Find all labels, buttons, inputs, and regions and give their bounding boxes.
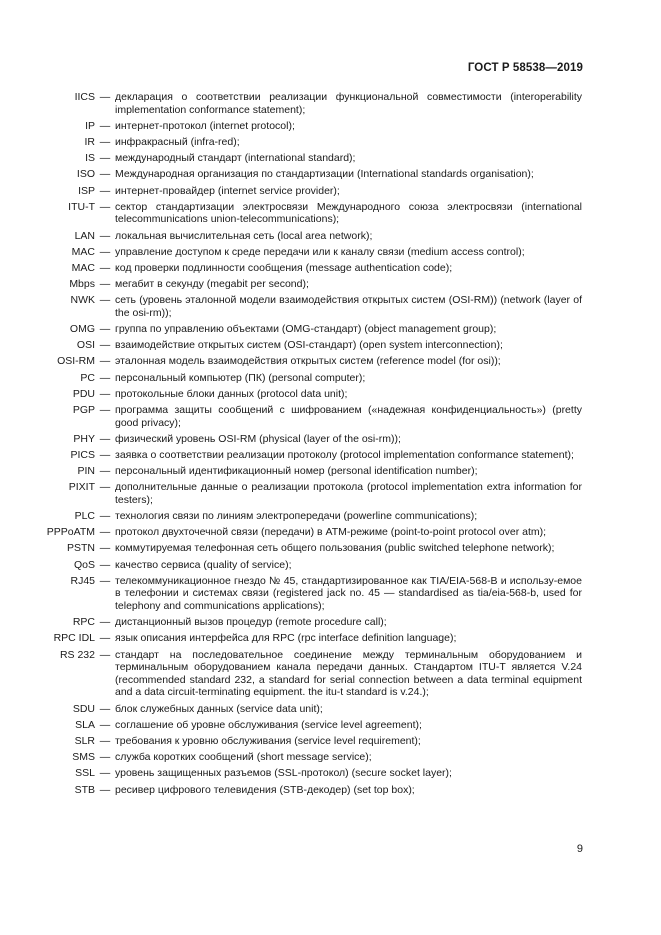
abbreviation-definition: заявка о соответствии реализации протоколу (protocol implementation conformance statement); [115, 448, 574, 461]
abbreviation-entry [0, 404, 661, 429]
abbreviation-entry [0, 649, 661, 699]
em-dash-separator: — [99, 355, 111, 368]
abbreviation-entry [0, 120, 661, 133]
abbreviation-term: PDU [72, 387, 95, 400]
em-dash-separator: — [99, 648, 111, 661]
em-dash-separator: — [99, 245, 111, 258]
abbreviation-definition: Международная организация по стандартизации (International standards organisation); [115, 168, 534, 181]
abbreviation-term: NWK [70, 294, 95, 307]
em-dash-separator: — [99, 616, 111, 629]
abbreviation-term: IS [85, 152, 95, 165]
abbreviation-term: PIN [77, 465, 95, 478]
abbreviation-entry [0, 201, 661, 226]
abbreviation-term: STB [74, 783, 95, 796]
abbreviation-entry [0, 526, 661, 539]
em-dash-separator: — [99, 702, 111, 715]
em-dash-separator: — [99, 465, 111, 478]
abbreviation-term: IICS [74, 91, 95, 103]
abbreviation-term: OSI-RM [57, 355, 95, 368]
em-dash-separator: — [99, 184, 111, 197]
em-dash-separator: — [99, 152, 111, 165]
em-dash-separator: — [99, 91, 111, 103]
abbreviation-entry [0, 542, 661, 555]
abbreviation-definition: качество сервиса (quality of service); [115, 558, 292, 571]
abbreviation-definition: физический уровень OSI-RM (physical (layer of the osi-rm)); [115, 432, 401, 445]
abbreviation-definition: локальная вычислительная сеть (local area network); [115, 229, 373, 242]
abbreviation-definition: дистанционный вызов процедур (remote procedure call); [115, 616, 387, 629]
abbreviation-entry [0, 278, 661, 291]
em-dash-separator: — [99, 734, 111, 747]
abbreviation-term: PLC [74, 510, 95, 523]
em-dash-separator: — [99, 751, 111, 764]
abbreviation-entry [0, 510, 661, 523]
abbreviation-term: LAN [74, 229, 95, 242]
abbreviation-entry [0, 433, 661, 446]
abbreviation-term: Mbps [69, 278, 95, 291]
abbreviation-definition: международный стандарт (international standard); [115, 152, 356, 165]
abbreviation-definition: стандарт на последовательное соединение между терминальным оборудованием и терминальным оборудованием канала передачи данных. Стандартом ITU-T является V.24 (recommended standard 232, a standard for serial connection between a data terminal equipment and a data circuit-terminating equipment. the itu-t standard is v.24.); [115, 648, 582, 699]
abbreviation-entry [0, 355, 661, 368]
abbreviation-term: ITU-T [68, 200, 95, 213]
em-dash-separator: — [99, 200, 111, 213]
em-dash-separator: — [99, 387, 111, 400]
abbreviation-term: PICS [70, 448, 95, 461]
page-number: 9 [576, 843, 583, 855]
em-dash-separator: — [99, 448, 111, 461]
abbreviation-entry [0, 91, 661, 116]
abbreviation-definition: блок служебных данных (service data unit); [115, 702, 323, 715]
abbreviation-term: SMS [72, 751, 95, 764]
abbreviation-term: RPC IDL [53, 632, 95, 645]
abbreviation-definition: персональный идентификационный номер (personal identification number); [115, 465, 478, 478]
abbreviation-definition: сеть (уровень эталонной модели взаимодействия открытых систем (OSI-RM)) (network (layer of the osi-rm)); [115, 294, 582, 319]
abbreviation-term: PSTN [66, 542, 95, 555]
abbreviation-term: IR [84, 135, 95, 148]
abbreviation-entry [0, 262, 661, 275]
em-dash-separator: — [99, 403, 111, 416]
em-dash-separator: — [99, 783, 111, 796]
em-dash-separator: — [99, 371, 111, 384]
abbreviation-term: SLA [75, 718, 95, 731]
em-dash-separator: — [99, 261, 111, 274]
em-dash-separator: — [99, 119, 111, 132]
abbreviation-definition: уровень защищенных разъемов (SSL-протокол) (secure socket layer); [115, 767, 452, 780]
abbreviation-entry [0, 735, 661, 748]
em-dash-separator: — [99, 767, 111, 780]
abbreviation-entry [0, 372, 661, 385]
abbreviation-term: RPC [72, 616, 95, 629]
abbreviation-definition: ресивер цифрового телевидения (STB-декодер) (set top box); [115, 783, 415, 796]
abbreviation-entry [0, 784, 661, 797]
abbreviation-term: PIXIT [68, 481, 95, 494]
abbreviation-definition: язык описания интерфейса для RPC (rpc interface definition language); [115, 632, 457, 645]
abbreviation-term: OMG [69, 323, 95, 336]
abbreviation-entry [0, 575, 661, 613]
abbreviation-term: SDU [72, 702, 95, 715]
em-dash-separator: — [99, 542, 111, 555]
abbreviation-definition: управление доступом к среде передачи или к каналу связи (medium access control); [115, 245, 525, 258]
abbreviation-term: IP [85, 119, 95, 132]
abbreviation-entry [0, 719, 661, 732]
abbreviation-definition: телекоммуникационное гнездо № 45, стандартизированное как TIA/EIA-568-B и использу-емое в телефонии и системах связи (registered jack no. 45 — standardised as tia/eia-568-b, used for telephony and communications applications); [115, 574, 582, 613]
abbreviation-definition: протокольные блоки данных (protocol data unit); [115, 387, 348, 400]
abbreviation-entry [0, 751, 661, 764]
em-dash-separator: — [99, 294, 111, 307]
abbreviation-definition: требования к уровню обслуживания (service level requirement); [115, 734, 421, 747]
abbreviation-term: PHY [73, 432, 95, 445]
abbreviation-entry [0, 323, 661, 336]
em-dash-separator: — [99, 558, 111, 571]
abbreviation-definition: эталонная модель взаимодействия открытых систем (reference model (for osi)); [115, 355, 501, 368]
abbreviation-entry [0, 449, 661, 462]
abbreviation-definition: инфракрасный (infra-red); [115, 135, 240, 148]
abbreviation-term: PGP [72, 403, 95, 416]
abbreviation-definition: протокол двухточечной связи (передачи) в ATM-режиме (point-to-point protocol over atm); [115, 526, 547, 539]
em-dash-separator: — [99, 510, 111, 523]
abbreviation-term: ISO [76, 168, 95, 181]
abbreviation-term: ISP [78, 184, 95, 197]
abbreviation-definition: декларация о соответствии реализации функциональной совместимости (interoperability implementation conformance statement); [115, 91, 582, 116]
abbreviation-definition: интернет-провайдер (internet service provider); [115, 184, 340, 197]
abbreviation-term: SLR [74, 734, 95, 747]
em-dash-separator: — [99, 339, 111, 352]
abbreviation-definition: группа по управлению объектами (OMG-стандарт) (object management group); [115, 323, 497, 336]
abbreviation-term: RS 232 [59, 648, 95, 661]
abbreviation-entry [0, 230, 661, 243]
abbreviation-term: OSI [76, 339, 95, 352]
abbreviation-entry [0, 481, 661, 506]
abbreviation-definition: мегабит в секунду (megabit per second); [115, 278, 309, 291]
em-dash-separator: — [99, 432, 111, 445]
document-header: ГОСТ Р 58538—2019 [467, 62, 583, 74]
abbreviation-entry [0, 168, 661, 181]
abbreviation-definition: соглашение об уровне обслуживания (service level agreement); [115, 718, 422, 731]
abbreviation-definition: технология связи по линиям электропередачи (powerline communications); [115, 510, 478, 523]
abbreviation-definition: программа защиты сообщений с шифрованием («надежная конфиденциальность») (pretty good privacy); [115, 403, 582, 429]
em-dash-separator: — [99, 278, 111, 291]
em-dash-separator: — [99, 135, 111, 148]
abbreviation-entry [0, 185, 661, 198]
abbreviation-term: QoS [73, 558, 95, 571]
abbreviation-definition: персональный компьютер (ПК) (personal computer); [115, 371, 366, 384]
abbreviation-definition: служба коротких сообщений (short message service); [115, 751, 372, 764]
abbreviation-definition: сектор стандартизации электросвязи Международного союза электросвязи (international telecommunications union-telecommunications); [115, 200, 582, 226]
abbreviation-entry [0, 388, 661, 401]
abbreviation-entry [0, 767, 661, 780]
abbreviation-term: RJ45 [70, 574, 95, 587]
abbreviation-definition: взаимодействие открытых систем (OSI-стандарт) (open system interconnection); [115, 339, 503, 352]
em-dash-separator: — [99, 574, 111, 587]
abbreviation-entry [0, 294, 661, 319]
em-dash-separator: — [99, 718, 111, 731]
abbreviation-term: MAC [71, 261, 95, 274]
abbreviation-list [0, 91, 661, 800]
abbreviation-entry [0, 136, 661, 149]
em-dash-separator: — [99, 168, 111, 181]
em-dash-separator: — [99, 323, 111, 336]
abbreviation-entry [0, 465, 661, 478]
abbreviation-term: PPPoATM [46, 526, 95, 539]
abbreviation-definition: код проверки подлинности сообщения (message authentication code); [115, 261, 453, 274]
abbreviation-entry [0, 703, 661, 716]
abbreviation-entry [0, 246, 661, 259]
abbreviation-definition: дополнительные данные о реализации протокола (protocol implementation extra information for testers); [115, 481, 582, 506]
abbreviation-definition: интернет-протокол (internet protocol); [115, 119, 295, 132]
abbreviation-definition: коммутируемая телефонная сеть общего пользования (public switched telephone network); [115, 542, 555, 555]
em-dash-separator: — [99, 481, 111, 494]
abbreviation-term: SSL [75, 767, 95, 780]
abbreviation-entry [0, 632, 661, 645]
abbreviation-entry [0, 616, 661, 629]
em-dash-separator: — [99, 229, 111, 242]
abbreviation-entry [0, 559, 661, 572]
abbreviation-term: PC [80, 371, 95, 384]
em-dash-separator: — [99, 526, 111, 539]
abbreviation-entry [0, 152, 661, 165]
abbreviation-entry [0, 339, 661, 352]
em-dash-separator: — [99, 632, 111, 645]
abbreviation-term: MAC [71, 245, 95, 258]
